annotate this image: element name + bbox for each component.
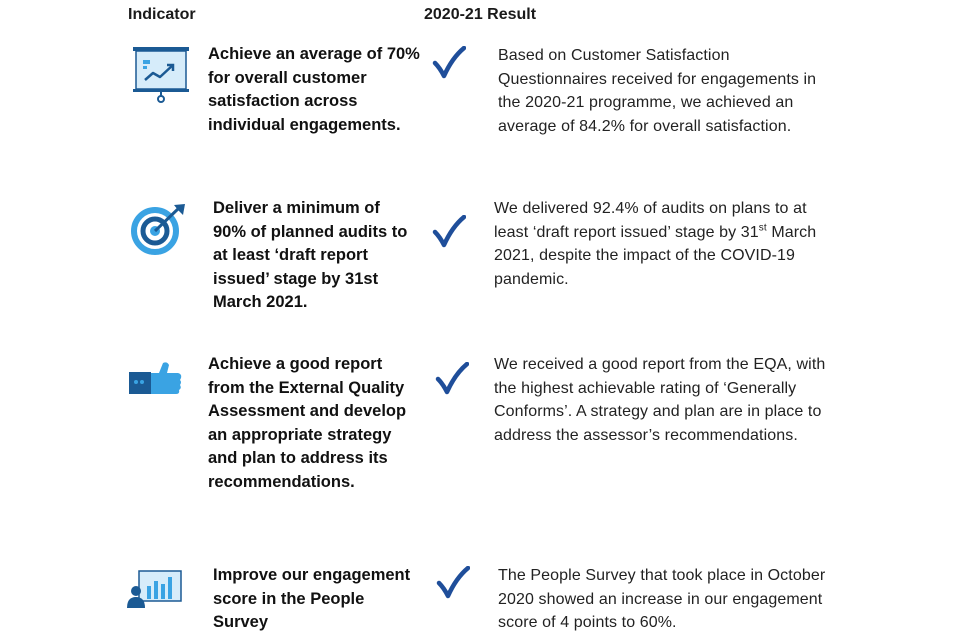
result-text (494, 197, 842, 291)
indicator-text: Achieve an average of 70% for overall customer satisfaction across individual engagements. (208, 45, 420, 134)
result-text: We received a good report from the EQA, with the highest achievable rating of ‘Generally Conforms’. A strategy and plan are in place to address the assessor’s recommendations. (494, 356, 826, 444)
people-survey-icon (127, 570, 183, 610)
indicator-column-header: Indicator (128, 6, 196, 23)
indicator-text: Achieve a good report from the External Quality Assessment and develop an appropriate strategy and plan to address its recommendations. (208, 355, 407, 491)
checkmark-icon (432, 215, 466, 249)
checkmark-icon (436, 566, 470, 600)
checkmark-icon (435, 362, 469, 396)
indicator-text: Improve our engagement score in the People Survey (213, 566, 411, 631)
thumbs-up-icon (129, 361, 183, 397)
result-text: The People Survey that took place in October 2020 showed an increase in our engagement score of 4 points to 60%. (498, 567, 826, 631)
indicator-text: Deliver a minimum of 90% of planned audits to at least ‘draft report issued’ stage by 31st March 2021. (213, 199, 408, 311)
checkmark-icon (432, 46, 466, 80)
target-icon (130, 204, 188, 256)
result-text-part: We delivered 92.4% of audits on plans to at least ‘draft report issued’ stage by 31 (494, 200, 807, 241)
presentation-chart-icon (133, 47, 191, 103)
result-text: Based on Customer Satisfaction Questionnaires received for engagements in the 2020-21 programme, we achieved an average of 84.2% for overall satisfaction. (498, 47, 817, 135)
result-text-part: March 2021, despite the impact of the COVID-19 pandemic. (494, 223, 817, 288)
ordinal-superscript: st (758, 222, 767, 234)
result-column-header: 2020-21 Result (424, 6, 537, 23)
